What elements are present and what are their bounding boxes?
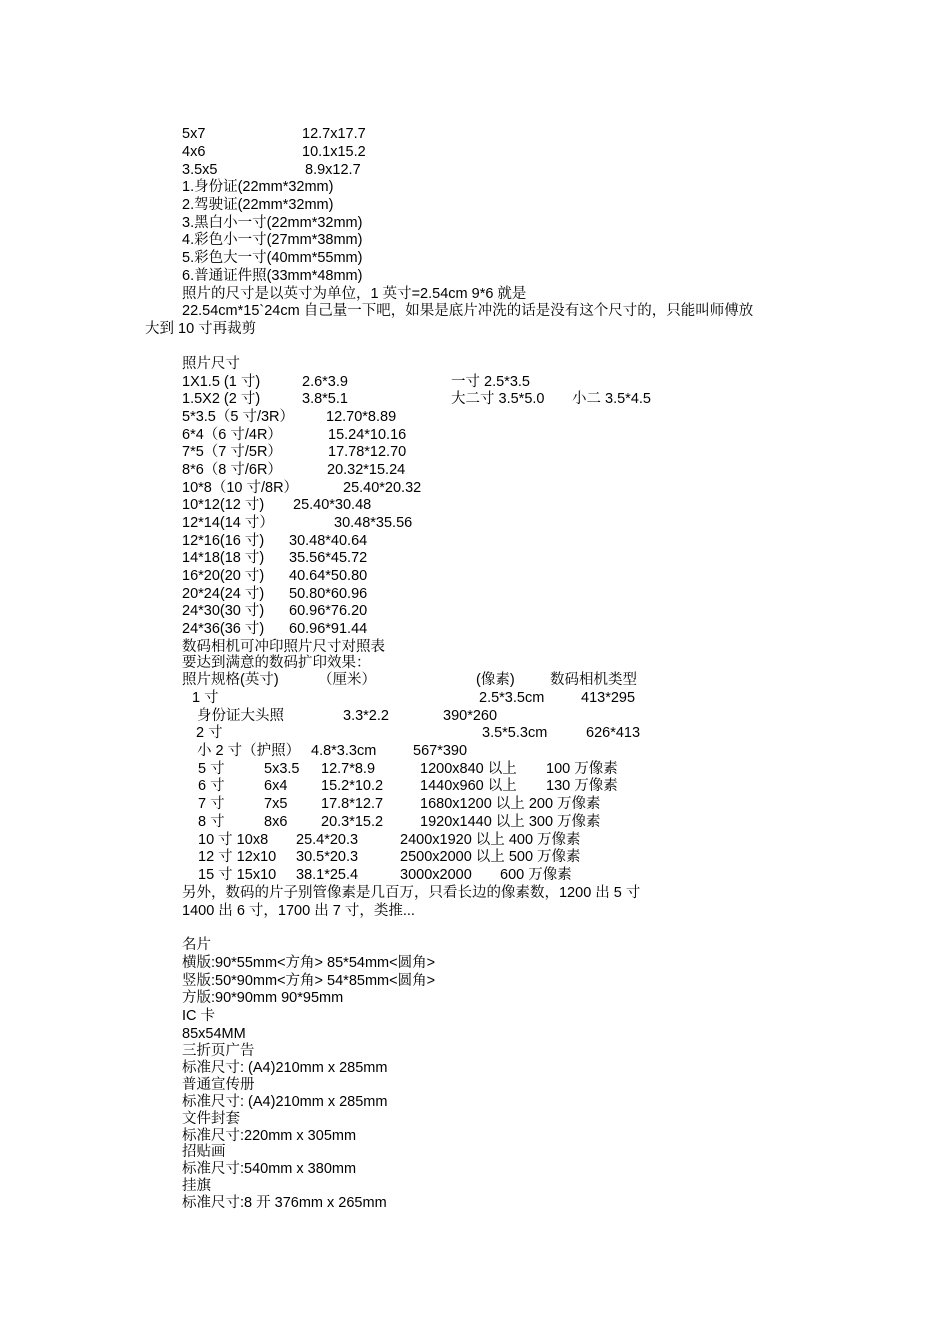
size-label: 5x7 <box>182 126 206 142</box>
photo-size-inch: 7*5（7 寸/5R） <box>182 444 282 460</box>
photo-size-cm: 30.48*35.56 <box>334 515 413 531</box>
size-label: 4x6 <box>182 144 206 160</box>
id-photo-item: 3.黑白小一寸(22mm*32mm) <box>182 215 363 231</box>
photo-size-inch: 24*30(30 寸) <box>182 603 265 619</box>
digital-row-cm: 25.4*20.3 <box>296 832 359 848</box>
digital-row-cm: 20.3*15.2 <box>321 814 384 830</box>
digital-row-cm: 38.1*25.4 <box>296 867 359 883</box>
item-spec: 标准尺寸:220mm x 305mm <box>182 1128 357 1144</box>
digital-row-label: 10 寸 10x8 <box>198 832 269 848</box>
photo-size-cm: 35.56*45.72 <box>289 550 368 566</box>
item-heading: 三折页广告 <box>182 1043 255 1059</box>
size-label: 3.5x5 <box>182 162 218 178</box>
digital-row-px: 2400x1920 以上 400 万像素 <box>400 832 581 848</box>
id-photo-item: 1.身份证(22mm*32mm) <box>182 179 334 195</box>
item-heading: 挂旗 <box>182 1178 211 1194</box>
item-spec: 标准尺寸:8 开 376mm x 265mm <box>182 1195 387 1211</box>
digital-row-type: 130 万像素 <box>546 778 618 794</box>
digital-row-inch: 5x3.5 <box>264 761 300 777</box>
column-header: 照片规格(英寸) <box>182 672 279 688</box>
photo-size-cm: 3.8*5.1 <box>302 391 348 407</box>
photo-size-inch: 5*3.5（5 寸/3R） <box>182 409 295 425</box>
photo-size-cm: 60.96*76.20 <box>289 603 368 619</box>
section-heading: 数码相机可冲印照片尺寸对照表 <box>182 639 385 655</box>
item-heading: 招贴画 <box>182 1144 226 1160</box>
photo-size-inch: 12*14(14 寸） <box>182 515 274 531</box>
digital-row-px: 1680x1200 以上 200 万像素 <box>420 796 601 812</box>
digital-row-label: 小 2 寸（护照） <box>197 743 301 759</box>
id-photo-item: 4.彩色小一寸(27mm*38mm) <box>182 232 363 248</box>
digital-row-label: 8 寸 <box>198 814 225 830</box>
digital-row-px: 1440x960 以上 <box>420 778 517 794</box>
photo-size-inch: 16*20(20 寸) <box>182 568 265 584</box>
item-spec: 方版:90*90mm 90*95mm <box>182 990 344 1006</box>
photo-size-cm: 60.96*91.44 <box>289 621 368 637</box>
digital-row-cm: 3.3*2.2 <box>343 708 389 724</box>
digital-row-px: 390*260 <box>443 708 498 724</box>
photo-size-cm: 30.48*40.64 <box>289 533 368 549</box>
photo-size-inch: 24*36(36 寸) <box>182 621 265 637</box>
item-spec: 横版:90*55mm<方角> 85*54mm<圆角> <box>182 955 436 971</box>
photo-size-cm: 40.64*50.80 <box>289 568 368 584</box>
size-value: 12.7x17.7 <box>302 126 366 142</box>
digital-row-cm: 2.5*3.5cm <box>479 690 545 706</box>
digital-row-type: 100 万像素 <box>546 761 618 777</box>
photo-size-inch: 6*4（6 寸/4R） <box>182 427 282 443</box>
photo-size-cm: 17.78*12.70 <box>328 444 407 460</box>
section-subtitle: 要达到满意的数码扩印效果： <box>182 655 371 671</box>
photo-size-inch: 10*8（10 寸/8R） <box>182 480 299 496</box>
digital-row-px: 3000x2000 <box>400 867 472 883</box>
digital-row-cm: 17.8*12.7 <box>321 796 384 812</box>
digital-row-px: 567*390 <box>413 743 468 759</box>
id-photo-item: 2.驾驶证(22mm*32mm) <box>182 197 334 213</box>
digital-row-px: 413*295 <box>581 690 636 706</box>
digital-row-cm: 15.2*10.2 <box>321 778 384 794</box>
item-spec: 标准尺寸: (A4)210mm x 285mm <box>182 1060 388 1076</box>
photo-size-cm: 12.70*8.89 <box>326 409 397 425</box>
digital-row-px: 2500x2000 以上 500 万像素 <box>400 849 581 865</box>
note-line: 另外，数码的片子别管像素是几百万，只看长边的像素数，1200 出 5 寸 <box>182 885 641 901</box>
digital-row-label: 2 寸 <box>196 725 223 741</box>
column-header: 数码相机类型 <box>550 672 637 688</box>
photo-size-inch: 10*12(12 寸) <box>182 497 265 513</box>
photo-size-alt: 一寸 2.5*3.5 <box>451 374 530 390</box>
note-line: 1400 出 6 寸，1700 出 7 寸，类推... <box>182 903 415 919</box>
item-heading: 名片 <box>182 937 211 953</box>
photo-size-inch: 14*18(18 寸) <box>182 550 265 566</box>
digital-row-cm: 4.8*3.3cm <box>311 743 377 759</box>
paragraph-line: 照片的尺寸是以英寸为单位，1 英寸=2.54cm 9*6 就是 <box>182 286 527 302</box>
digital-row-label: 12 寸 12x10 <box>198 849 277 865</box>
item-spec: 竖版:50*90mm<方角> 54*85mm<圆角> <box>182 973 436 989</box>
paragraph-line: 大到 10 寸再裁剪 <box>145 321 257 337</box>
photo-size-cm: 25.40*30.48 <box>293 497 372 513</box>
photo-size-cm: 25.40*20.32 <box>343 480 422 496</box>
item-heading: IC 卡 <box>182 1008 216 1024</box>
photo-size-cm: 2.6*3.9 <box>302 374 348 390</box>
digital-row-cm: 12.7*8.9 <box>321 761 376 777</box>
column-header: (像素) <box>476 672 515 688</box>
digital-row-px: 626*413 <box>586 725 641 741</box>
photo-size-inch: 1.5X2 (2 寸) <box>182 391 261 407</box>
digital-row-label: 7 寸 <box>198 796 225 812</box>
item-heading: 普通宣传册 <box>182 1077 255 1093</box>
digital-row-label: 身份证大头照 <box>197 708 284 724</box>
photo-size-inch: 20*24(24 寸) <box>182 586 265 602</box>
id-photo-item: 6.普通证件照(33mm*48mm) <box>182 268 363 284</box>
digital-row-label: 5 寸 <box>198 761 225 777</box>
column-header: （厘米） <box>318 672 376 688</box>
photo-size-inch: 12*16(16 寸) <box>182 533 265 549</box>
digital-row-inch: 7x5 <box>264 796 288 812</box>
photo-size-cm: 15.24*10.16 <box>328 427 407 443</box>
digital-row-label: 6 寸 <box>198 778 225 794</box>
section-heading: 照片尺寸 <box>182 356 240 372</box>
photo-size-inch: 8*6（8 寸/6R） <box>182 462 282 478</box>
id-photo-item: 5.彩色大一寸(40mm*55mm) <box>182 250 363 266</box>
photo-size-cm: 20.32*15.24 <box>327 462 406 478</box>
item-heading: 文件封套 <box>182 1111 240 1127</box>
item-spec: 标准尺寸:540mm x 380mm <box>182 1161 357 1177</box>
digital-row-inch: 8x6 <box>264 814 288 830</box>
photo-size-inch: 1X1.5 (1 寸) <box>182 374 261 390</box>
digital-row-px: 1920x1440 以上 300 万像素 <box>420 814 601 830</box>
digital-row-px: 1200x840 以上 <box>420 761 517 777</box>
digital-row-cm: 3.5*5.3cm <box>482 725 548 741</box>
item-spec: 85x54MM <box>182 1026 246 1042</box>
photo-size-cm: 50.80*60.96 <box>289 586 368 602</box>
size-value: 10.1x15.2 <box>302 144 366 160</box>
paragraph-line: 22.54cm*15`24cm 自己量一下吧，如果是底片冲洗的话是没有这个尺寸的，只能叫师傅放 <box>182 303 754 319</box>
digital-row-inch: 6x4 <box>264 778 288 794</box>
digital-row-label: 15 寸 15x10 <box>198 867 277 883</box>
digital-row-type: 600 万像素 <box>500 867 572 883</box>
digital-row-label: 1 寸 <box>192 690 219 706</box>
digital-row-cm: 30.5*20.3 <box>296 849 359 865</box>
photo-size-alt2: 小二 3.5*4.5 <box>572 391 651 407</box>
photo-size-alt: 大二寸 3.5*5.0 <box>451 391 545 407</box>
size-value: 8.9x12.7 <box>305 162 361 178</box>
item-spec: 标准尺寸: (A4)210mm x 285mm <box>182 1094 388 1110</box>
